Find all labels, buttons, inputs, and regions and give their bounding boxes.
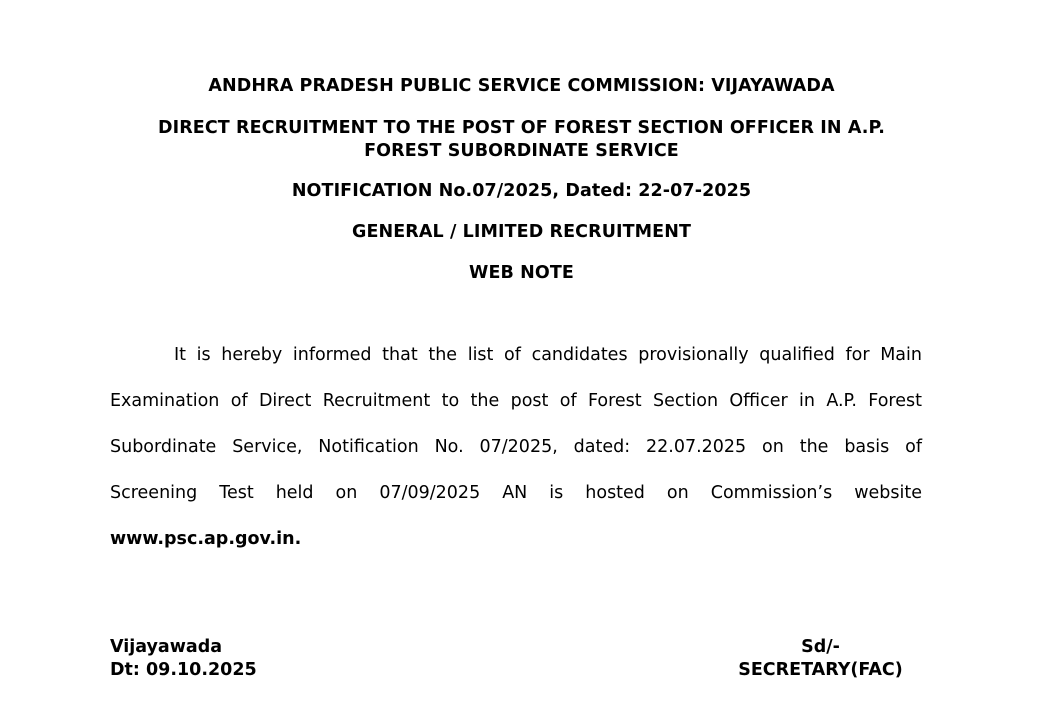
signatory-designation: SECRETARY(FAC): [738, 660, 903, 680]
post-title: [0, 117, 1043, 163]
post-title-line1: DIRECT RECRUITMENT TO THE POST OF FOREST SECTION OFFICER IN A.P.: [157, 118, 886, 138]
paragraph-line: Examination of Direct Recruitment to the post of Forest Section Officer in A.P. Forest: [110, 391, 922, 411]
paragraph-line: Subordinate Service, Notification No. 07/2025, dated: 22.07.2025 on the basis of: [110, 437, 922, 457]
website-link[interactable]: www.psc.ap.gov.in.: [110, 529, 302, 549]
commission-heading: ANDHRA PRADESH PUBLIC SERVICE COMMISSION: VIJAYAWADA: [208, 76, 835, 96]
paragraph-line: It is hereby informed that the list of candidates provisionally qualified for Main: [174, 345, 922, 365]
footer-date: Dt: 09.10.2025: [110, 660, 257, 680]
web-note-heading: WEB NOTE: [469, 263, 574, 283]
signature-mark: Sd/-: [801, 637, 840, 657]
paragraph-line: Screening Test held on 07/09/2025 AN is hosted on Commission’s website: [110, 483, 922, 503]
footer-place: Vijayawada: [110, 637, 223, 657]
post-title-line2: FOREST SUBORDINATE SERVICE: [364, 141, 679, 161]
recruitment-type: GENERAL / LIMITED RECRUITMENT: [351, 222, 692, 242]
notification-number: NOTIFICATION No.07/2025, Dated: 22-07-2025: [291, 181, 752, 201]
